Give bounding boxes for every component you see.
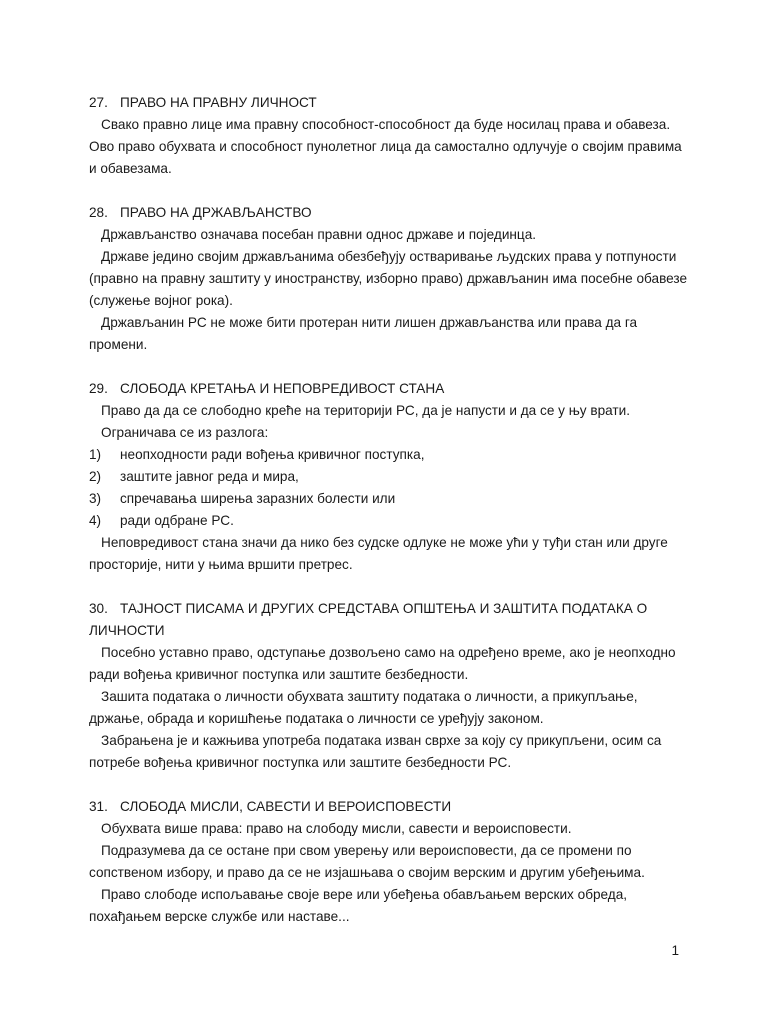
section-number: 27. <box>89 95 108 110</box>
list-marker: 3) <box>89 491 102 506</box>
list-item <box>89 444 689 466</box>
section-title: ТАЈНОСТ ПИСАМА И ДРУГИХ СРЕДСТАВА ОПШТЕЊА И ЗАШТИТА ПОДАТАКА О ЛИЧНОСТИ <box>89 601 648 638</box>
list-marker: 1) <box>89 447 102 462</box>
paragraph: Право слободе испољавање своје вере или убеђења обављањем верских обреда, похађањем верске службе или наставе... <box>89 887 628 924</box>
section-30 <box>89 598 689 774</box>
paragraph: Посебно уставно право, одступање дозвољено само на одређено време, ако је неопходно ради вођења кривичног поступка или заштите безбедности. <box>89 645 676 682</box>
section-number: 28. <box>89 205 108 220</box>
list-item <box>89 466 689 488</box>
section-heading <box>89 202 689 224</box>
section-heading <box>89 598 689 642</box>
paragraph: Обухвата више права: право на слободу мисли, савести и вероисповести. <box>101 821 572 836</box>
section-title: ПРАВО НА ПРАВНУ ЛИЧНОСТ <box>120 95 317 110</box>
section-number: 29. <box>89 381 108 396</box>
section-31 <box>89 796 689 928</box>
paragraph: Неповредивост стана значи да нико без судске одлуке не може ући у туђи стан или друге просторије, нити у њима вршити претрес. <box>89 535 668 572</box>
list-item-text: неопходности ради вођења кривичног поступка, <box>120 447 425 462</box>
paragraph: Држављанин РС не може бити протеран нити лишен држављанства или права да га промени. <box>89 315 638 352</box>
list-item <box>89 510 689 532</box>
section-title: ПРАВО НА ДРЖАВЉАНСТВО <box>120 205 312 220</box>
section-number: 30. <box>89 601 108 616</box>
section-title: СЛОБОДА МИСЛИ, САВЕСТИ И ВЕРОИСПОВЕСТИ <box>120 799 452 814</box>
paragraph: Подразумева да се остане при свом уверењу или вероисповести, да се промени по сопственом избору, и право да се не изјашњава о својим верским и другим убеђењима. <box>89 843 645 880</box>
list-item <box>89 488 689 510</box>
paragraph: Ограничава се из разлога: <box>101 425 269 440</box>
paragraph: Зашита података о личности обухвата заштиту података о личности, а прикупљање, држање, обрада и коришћење података о личности се уређују законом. <box>89 689 638 726</box>
paragraph: Држављанство означава посебан правни однос државе и појединца. <box>101 227 537 242</box>
paragraph: Право да да се слободно креће на територији РС, да је напусти и да се у њу врати. <box>101 403 630 418</box>
section-heading <box>89 796 689 818</box>
list-marker: 4) <box>89 513 102 528</box>
section-title: СЛОБОДА КРЕТАЊА И НЕПОВРЕДИВОСТ СТАНА <box>120 381 445 396</box>
paragraph: Свако правно лице има правну способност-способност да буде носилац права и обавеза. Ово право обухвата и способност пунолетног лица да самостално одлучује о својим правима и обавезама. <box>89 117 682 176</box>
list-marker: 2) <box>89 469 102 484</box>
document-body <box>89 92 689 950</box>
section-heading <box>89 378 689 400</box>
section-29 <box>89 378 689 576</box>
list-item-text: спречавања ширења заразних болести или <box>120 491 396 506</box>
section-heading <box>89 92 689 114</box>
list-item-text: заштите јавног реда и мира, <box>120 469 299 484</box>
numbered-list <box>89 444 689 532</box>
section-number: 31. <box>89 799 108 814</box>
page-number: 1 <box>671 943 679 958</box>
section-28 <box>89 202 689 356</box>
list-item-text: ради одбране РС. <box>120 513 234 528</box>
section-27 <box>89 92 689 180</box>
paragraph: Забрањена је и кажњива употреба података изван сврхе за коју су прикупљени, осим са потребе вођења кривичног поступка или заштите безбедности РС. <box>89 733 662 770</box>
paragraph: Државе једино својим држављанима обезбеђују остваривање људских права у потпуности (правно на правну заштиту у иностранству, изборно право) држављанин има посебне обавезе (служење војног рока). <box>89 249 688 308</box>
